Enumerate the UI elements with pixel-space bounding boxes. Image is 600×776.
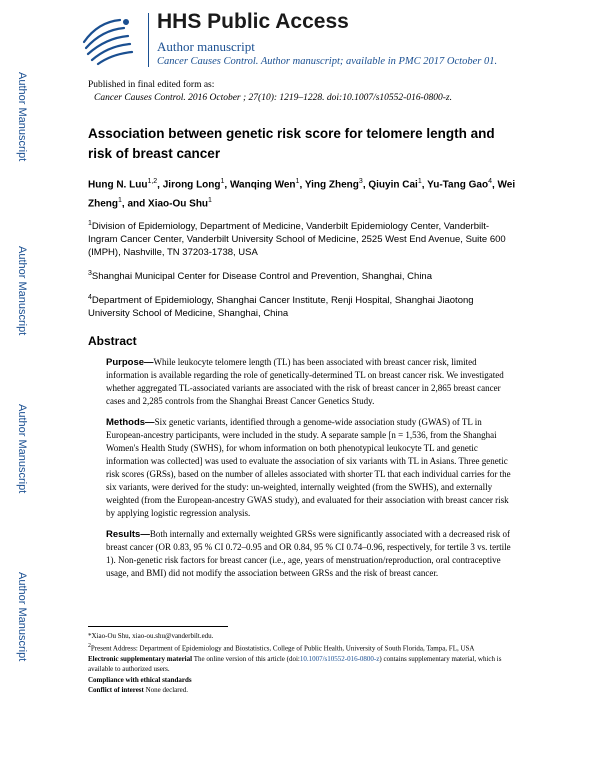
journal-availability-line — [157, 56, 497, 67]
sidebar-label: Author Manuscript — [16, 404, 28, 494]
author-sup: 1,2 — [147, 178, 158, 185]
ethics-note — [88, 676, 516, 686]
published-label: Published in final edited form as: — [88, 80, 215, 90]
affiliation-text: Division of Epidemiology, Department of Medicine, Vanderbilt Epidemiology Center, Vanderbilt-Ingram Cancer Center, Vanderbilt University School of Medicine, 2525 West End Avenue, Suite 600 (IMPH), Nashville, TN 37203-1738, USA — [88, 220, 506, 258]
citation-text: Cancer Causes Control. 2016 October ; 27(10): 1219–1228. doi:10.1007/s10552-016-0800-z. — [94, 93, 452, 103]
esm-text: The online version of this article (doi: — [192, 655, 300, 664]
logo-divider — [148, 13, 149, 67]
present-address-text: Present Address: Department of Epidemiology and Biostatistics, College of Public Health, University of South Florida, Tampa, FL, USA — [90, 643, 475, 652]
abstract-methods — [88, 416, 516, 520]
sidebar-label: Author Manuscript — [16, 72, 28, 162]
ethics-label: Compliance with ethical standards — [88, 676, 192, 685]
author-name: Ying Zheng — [304, 179, 359, 191]
author-name: Wanqing Wen — [229, 179, 296, 191]
citation — [88, 92, 452, 105]
affiliation-text: Shanghai Municipal Center for Disease Control and Prevention, Shanghai, China — [91, 270, 432, 282]
hhs-eagle-logo-icon — [76, 12, 140, 68]
author-sup: 1 — [295, 178, 300, 185]
author-list: Hung N. Luu$^{1,2}$, Jirong Long$^1$, Wanqing Wen$^1$, Ying Zheng$^3$, Qiuyin Cai$^1$, Yu-Tang Gao$^4$, Wei Zheng$^1$, and Xiao-Ou Shu$^1$ — [88, 178, 516, 210]
abstract-heading: Abstract — [88, 334, 137, 349]
section-label: Results— — [106, 529, 150, 541]
article-title: Association between genetic risk score for telomere length and risk of breast cancer — [88, 126, 495, 161]
conflict-note — [88, 686, 516, 696]
article-body — [88, 124, 516, 580]
journal-availability-text: Cancer Causes Control. Author manuscript; available in PMC 2017 October 01. — [157, 56, 498, 67]
esm-text-2: ) contains supplementary material, which is available to authorized users. — [88, 655, 502, 673]
hhs-header — [44, 0, 600, 78]
section-text: Both internally and externally weighted GRSs were significantly associated with a decreased risk of breast cancer (OR 0.83, 95 % CI 0.72–0.95 and OR 0.84, 95 % CI 0.74–0.96, respectively, for tertile 3 vs. tertile 1). Non-genetic risk factors for breast cancer (i.e., age, years of menstruation/reproduction, oral contraceptive usage, and BMI) did not modify the association between GRSs and the risk of breast cancer. — [106, 529, 511, 579]
publication-info — [88, 79, 452, 105]
affiliation-sup: 4 — [88, 293, 92, 301]
hhs-public-access-title: HHS Public Access — [157, 10, 349, 33]
section-text: While leukocyte telomere length (TL) has been associated with breast cancer risk, limited information is available regarding the role of genetically-determined TL on breast cancer risk. We investigated whether aggregated TL-associated variants are associated with the risk of breast cancer in 2,865 breast cancer cases and 2,285 controls from the Shanghai Breast Cancer Genetics Study. — [106, 357, 504, 407]
correspondence-note: *Xiao-Ou Shu, xiao-ou.shu@vanderbilt.edu. — [88, 632, 214, 640]
affiliation-text: Department of Epidemiology, Shanghai Cancer Institute, Renji Hospital, Shanghai Jiaotong University School of Medicine, Shanghai, China — [88, 295, 474, 320]
conflict-label: Conflict of interest — [88, 685, 144, 694]
author-name: Yu-Tang Gao — [427, 179, 489, 191]
section-label: Purpose— — [106, 357, 154, 369]
author-name: Jirong Long — [162, 179, 221, 191]
affiliation-sup: 3 — [88, 269, 92, 277]
author-sup: 1 — [417, 178, 422, 185]
author-manuscript-sidebar — [0, 0, 44, 776]
author-name: Qiuyin Cai — [368, 179, 418, 191]
affiliation — [88, 217, 516, 259]
esm-note — [88, 655, 516, 674]
conflict-text: None declared. — [143, 685, 188, 694]
section-label: Methods— — [106, 417, 155, 429]
sidebar-label: Author Manuscript — [16, 572, 28, 662]
footnote-divider — [88, 626, 228, 627]
author-manuscript-subtitle: Author manuscript — [157, 39, 255, 54]
author-sup: 1 — [118, 197, 122, 205]
author-sup: 1 — [220, 178, 225, 185]
author-name: Hung N. Luu — [88, 179, 148, 191]
footnotes — [88, 632, 516, 695]
sidebar-label: Author Manuscript — [16, 246, 28, 336]
author-name: Xiao-Ou Shu — [148, 198, 209, 210]
section-text: Six genetic variants, identified through a genome-wide association study (GWAS) of TL in European-ancestry participants, were included in the study. A separate sample [n = 1,536, from the Shanghai Women's Health Study (SWHS), for whom information on both phenotypical leukocyte TL and genetic information was collected] was used to evaluate the association of six variants with TL in Asians. Three genetic risk scores (GRSs), based on the number of alleles associated with shorter TL that each individual carries for the six variants, were derived for the study: un-weighted, internally weighted (from the SWHS), and externally weighted (from the European-ancestry GWAS study), and evaluated for their association with breast cancer risk by applying logistic regression analysis. — [106, 417, 511, 519]
affiliation — [88, 267, 516, 283]
affiliation-sup: 1 — [88, 219, 92, 227]
affiliation — [88, 291, 516, 320]
doi-link[interactable]: 10.1007/s10552-016-0800-z — [299, 655, 380, 664]
abstract-purpose — [88, 356, 516, 408]
correspondence-text: Xiao-Ou Shu, xiao-ou.shu@vanderbilt.edu. — [91, 632, 214, 640]
abstract-results — [88, 528, 516, 580]
esm-label: Electronic supplementary material — [88, 655, 193, 664]
author-sup: 3 — [358, 178, 363, 185]
author-sup: 1 — [208, 197, 212, 205]
author-sup: 4 — [488, 178, 492, 185]
present-address-note: $^2$Present Address: Department of Epidemiology and Biostatistics, College of Public Health, University of South Florida, Tampa, FL, USA — [88, 642, 475, 652]
author-name: Wei Zheng — [88, 179, 516, 210]
